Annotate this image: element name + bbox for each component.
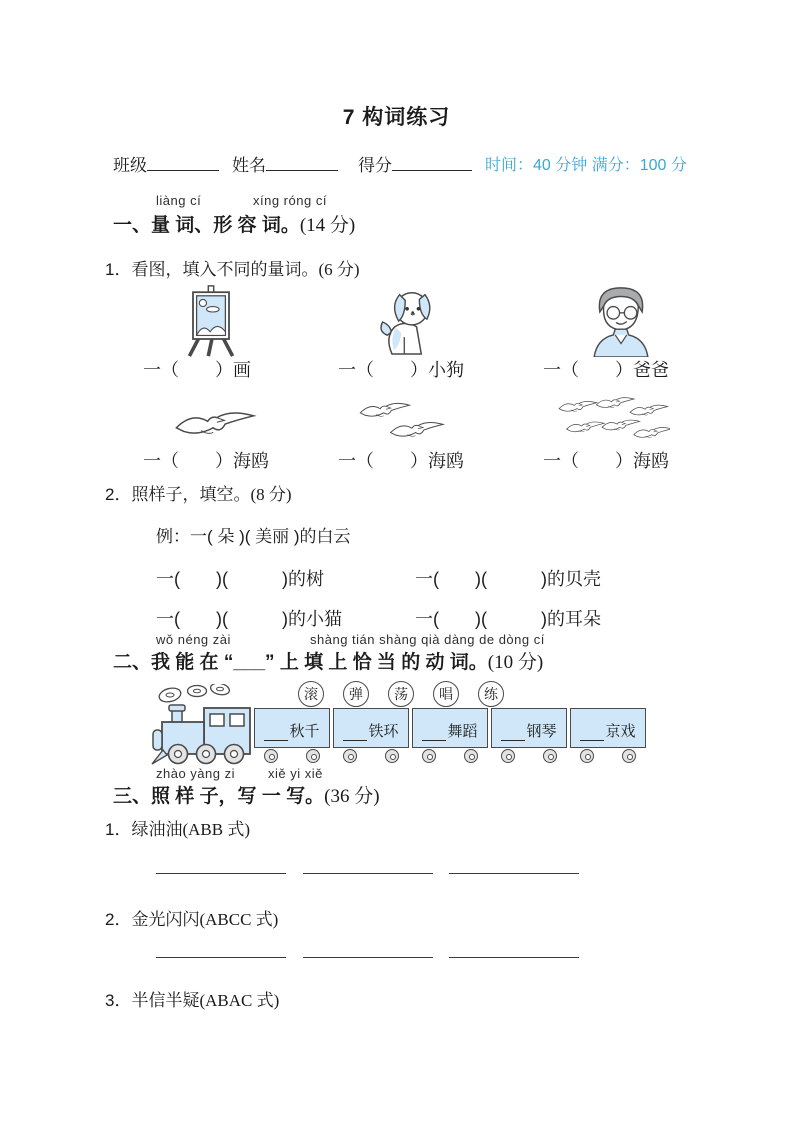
class-label: 班级 (113, 156, 147, 175)
section2-heading (113, 647, 543, 674)
caption-father: 一（ ）爸爸 (543, 360, 669, 380)
s3-item3-label (105, 986, 279, 1011)
caption-seagull-1: 一（ ）海鸥 (143, 451, 269, 471)
q1-label (105, 255, 360, 280)
fill-blank-kitten: 一( )( )的小猫 (156, 609, 342, 629)
car-word: 京戏 (605, 723, 636, 740)
train-car-gangqin (491, 708, 567, 748)
score-field (358, 151, 472, 176)
train-cars (254, 708, 649, 748)
section1-points: (14 分) (299, 215, 356, 236)
s3-item2-word: 2．金光闪闪 (105, 910, 200, 929)
train-car-tiehuan (333, 708, 409, 748)
caption-puppy: 一（ ）小狗 (338, 360, 464, 380)
caption-seagull-3: 一（ ）海鸥 (543, 451, 669, 471)
car-blank-line (343, 728, 367, 741)
example-line: 例：一( 朵 )( 美丽 )的白云 (156, 527, 351, 546)
class-underline (147, 157, 219, 171)
pinyin-liangci: liàng cí (156, 193, 202, 208)
answer-blank (449, 862, 579, 874)
verb-circle-chang: 唱 (433, 681, 459, 707)
car-word: 舞蹈 (447, 723, 478, 740)
puppy-icon (376, 287, 442, 357)
q2-points: (8 分) (250, 485, 292, 504)
car-wheel (343, 749, 357, 763)
s3-item3-pattern: (ABAC 式) (199, 991, 280, 1010)
score-underline (392, 157, 472, 171)
s3-item3-word: 3．半信半疑 (105, 991, 200, 1010)
verb-circle-lian: 练 (478, 681, 504, 707)
q1-label-text: 1．看图，填入不同的量词。 (105, 260, 319, 279)
answer-blank (303, 946, 433, 958)
seagull-icon (168, 402, 263, 448)
name-underline (266, 157, 338, 171)
caption-picture: 一（ ）画 (143, 360, 251, 380)
time-limit-note: 时间：40 分钟 满分：100 分 (485, 157, 687, 174)
name-label: 姓名 (232, 156, 266, 175)
car-blank-line (264, 728, 288, 741)
s3-item1-word: 1．绿油油 (105, 820, 183, 839)
car-wheel (464, 749, 478, 763)
car-wheel (422, 749, 436, 763)
name-field (232, 151, 338, 176)
q2-label-text: 2．照样子，填空。 (105, 485, 251, 504)
answer-blank (156, 946, 286, 958)
car-wheel (385, 749, 399, 763)
pinyin-wonengzai: wǒ néng zài (156, 632, 231, 647)
seagull-flock-icon (550, 395, 670, 451)
verb-circle-tan: 弹 (343, 681, 369, 707)
train-car-wudao (412, 708, 488, 748)
answer-blank (303, 862, 433, 874)
section3-heading-text: 三、照 样 子，写 一 写。 (113, 786, 325, 807)
car-blank-line (580, 728, 604, 741)
verb-circle-gun: 滚 (298, 681, 324, 707)
q1-points: (6 分) (318, 260, 360, 279)
fill-blank-ear: 一( )( )的耳朵 (415, 609, 601, 629)
verb-circle-dang: 荡 (388, 681, 414, 707)
section3-heading (113, 781, 380, 808)
caption-seagull-2: 一（ ）海鸥 (338, 451, 464, 471)
score-label: 得分 (358, 156, 392, 175)
answer-blank (449, 946, 579, 958)
s3-item2-answer-blanks (156, 946, 579, 958)
car-wheel (543, 749, 557, 763)
car-blank-line (422, 728, 446, 741)
locomotive-icon (150, 684, 252, 766)
pinyin-xingrongci: xíng róng cí (253, 193, 327, 208)
car-wheel (580, 749, 594, 763)
s3-item1-label (105, 815, 250, 840)
page-title: 7 构词练习 (342, 106, 451, 129)
q2-label (105, 480, 292, 505)
s3-item1-answer-blanks (156, 862, 579, 874)
pinyin-xieyixie: xiě yi xiě (268, 766, 323, 781)
two-seagulls-icon (352, 398, 452, 450)
class-field (113, 151, 219, 176)
answer-blank (156, 862, 286, 874)
car-blank-line (501, 728, 525, 741)
fill-blank-tree: 一( )( )的树 (156, 569, 324, 589)
car-word: 钢琴 (526, 723, 557, 740)
car-word: 铁环 (368, 723, 399, 740)
section2-heading-text: 二、我 能 在 “___” 上 填 上 恰 当 的 动 词。 (113, 652, 488, 673)
car-wheel (306, 749, 320, 763)
pinyin-zhaoyangzi: zhào yàng zi (156, 766, 235, 781)
train-car-jingxi (570, 708, 646, 748)
fill-blank-shell: 一( )( )的贝壳 (415, 569, 601, 589)
car-wheel (264, 749, 278, 763)
car-wheel (622, 749, 636, 763)
s3-item2-pattern: (ABCC 式) (199, 910, 279, 929)
pinyin-shangtianshang: shàng tián shàng qià dàng de dòng cí (310, 632, 545, 647)
section1-heading (113, 210, 355, 237)
section3-points: (36 分) (324, 786, 380, 807)
section1-heading-text: 一、量 词、形 容 词。 (113, 215, 300, 236)
s3-item2-label (105, 905, 278, 930)
father-icon (586, 285, 656, 357)
section2-points: (10 分) (487, 652, 544, 673)
s3-item1-pattern: (ABB 式) (182, 820, 250, 839)
car-word: 秋千 (289, 723, 320, 740)
train-car-qiuqian (254, 708, 330, 748)
car-wheel (501, 749, 515, 763)
easel-painting-icon (175, 284, 247, 358)
